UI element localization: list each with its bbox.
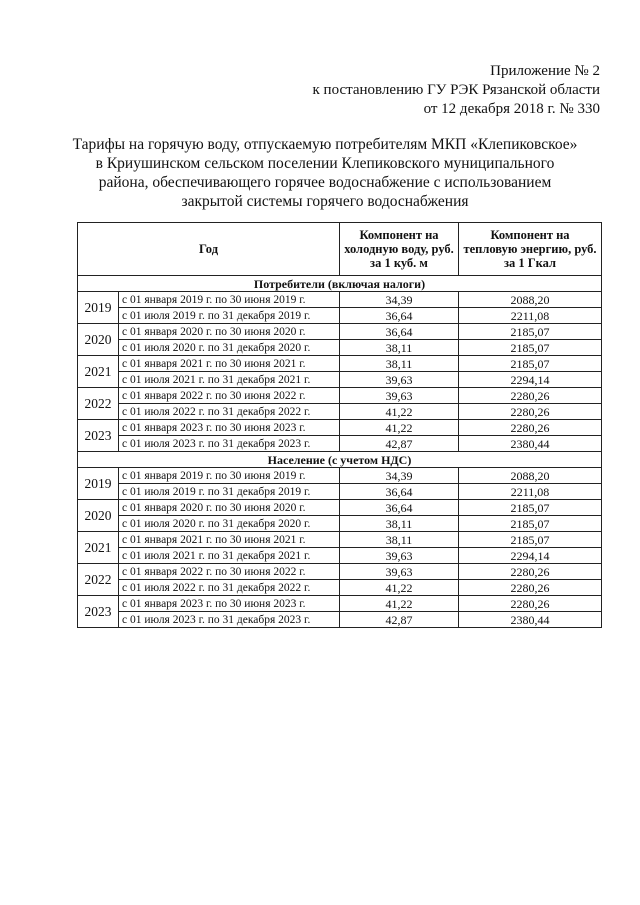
cold-water-cell: 36,64	[340, 324, 459, 340]
heat-energy-cell: 2294,14	[459, 548, 602, 564]
table-row	[78, 580, 602, 596]
table-row	[78, 420, 602, 436]
section-title: Население (с учетом НДС)	[78, 452, 602, 468]
cold-water-cell: 38,11	[340, 532, 459, 548]
heat-energy-cell: 2280,26	[459, 580, 602, 596]
appendix-date: от 12 декабря 2018 г. № 330	[423, 101, 600, 117]
title-line: района, обеспечивающего горячее водоснабжение с использованием	[98, 174, 552, 191]
heat-energy-cell: 2185,07	[459, 532, 602, 548]
period-cell: с 01 января 2021 г. по 30 июня 2021 г.	[119, 532, 340, 548]
heat-energy-cell: 2380,44	[459, 436, 602, 452]
cold-water-cell: 39,63	[340, 548, 459, 564]
period-cell: с 01 января 2019 г. по 30 июня 2019 г.	[119, 292, 340, 308]
cold-water-cell: 39,63	[340, 372, 459, 388]
cold-water-cell: 36,64	[340, 484, 459, 500]
period-cell: с 01 января 2022 г. по 30 июня 2022 г.	[119, 388, 340, 404]
table-row	[78, 532, 602, 548]
cold-water-cell: 34,39	[340, 292, 459, 308]
document-title	[70, 135, 580, 211]
cold-water-cell: 41,22	[340, 580, 459, 596]
table-row	[78, 308, 602, 324]
heat-energy-cell: 2280,26	[459, 388, 602, 404]
table-row	[78, 484, 602, 500]
year-cell: 2021	[78, 532, 119, 564]
table-row	[78, 388, 602, 404]
heat-energy-cell: 2185,07	[459, 500, 602, 516]
year-cell: 2020	[78, 324, 119, 356]
section-title: Потребители (включая налоги)	[78, 276, 602, 292]
table-row	[78, 404, 602, 420]
appendix-header	[313, 62, 600, 119]
cold-water-cell: 34,39	[340, 468, 459, 484]
cold-water-cell: 38,11	[340, 340, 459, 356]
period-cell: с 01 июля 2021 г. по 31 декабря 2021 г.	[119, 548, 340, 564]
period-cell: с 01 июля 2021 г. по 31 декабря 2021 г.	[119, 372, 340, 388]
heat-energy-cell: 2280,26	[459, 564, 602, 580]
heat-energy-cell: 2088,20	[459, 468, 602, 484]
table-row	[78, 612, 602, 628]
cold-water-cell: 38,11	[340, 356, 459, 372]
heat-energy-cell: 2185,07	[459, 340, 602, 356]
period-cell: с 01 января 2019 г. по 30 июня 2019 г.	[119, 468, 340, 484]
year-cell: 2019	[78, 468, 119, 500]
year-cell: 2020	[78, 500, 119, 532]
table-row	[78, 596, 602, 612]
year-cell: 2019	[78, 292, 119, 324]
heat-energy-cell: 2280,26	[459, 420, 602, 436]
table-row	[78, 292, 602, 308]
tariff-table	[77, 222, 602, 628]
period-cell: с 01 июля 2023 г. по 31 декабря 2023 г.	[119, 436, 340, 452]
appendix-reference: к постановлению ГУ РЭК Рязанской области	[312, 82, 600, 98]
heat-energy-cell: 2280,26	[459, 404, 602, 420]
heat-energy-cell: 2280,26	[459, 596, 602, 612]
period-cell: с 01 июля 2020 г. по 31 декабря 2020 г.	[119, 340, 340, 356]
table-row	[78, 324, 602, 340]
cold-water-cell: 41,22	[340, 420, 459, 436]
table-row	[78, 468, 602, 484]
header-heat-energy: Компонент на тепловую энергию, руб. за 1 Гкал	[459, 223, 602, 276]
cold-water-cell: 36,64	[340, 308, 459, 324]
table-row	[78, 340, 602, 356]
title-line: в Криушинском сельском поселении Клепиковского муниципального	[95, 155, 555, 172]
heat-energy-cell: 2185,07	[459, 516, 602, 532]
section-header-row	[78, 452, 602, 468]
cold-water-cell: 39,63	[340, 564, 459, 580]
period-cell: с 01 января 2021 г. по 30 июня 2021 г.	[119, 356, 340, 372]
table-row	[78, 500, 602, 516]
title-line: закрытой системы горячего водоснабжения	[181, 193, 469, 210]
table-body	[78, 276, 602, 628]
section-header-row	[78, 276, 602, 292]
year-cell: 2023	[78, 596, 119, 628]
cold-water-cell: 36,64	[340, 500, 459, 516]
table-row	[78, 548, 602, 564]
table-row	[78, 372, 602, 388]
cold-water-cell: 39,63	[340, 388, 459, 404]
cold-water-cell: 42,87	[340, 612, 459, 628]
cold-water-cell: 42,87	[340, 436, 459, 452]
table-row	[78, 516, 602, 532]
year-cell: 2023	[78, 420, 119, 452]
table-row	[78, 564, 602, 580]
cold-water-cell: 41,22	[340, 596, 459, 612]
period-cell: с 01 июля 2023 г. по 31 декабря 2023 г.	[119, 612, 340, 628]
heat-energy-cell: 2088,20	[459, 292, 602, 308]
period-cell: с 01 января 2020 г. по 30 июня 2020 г.	[119, 324, 340, 340]
header-year: Год	[78, 223, 340, 276]
period-cell: с 01 января 2023 г. по 30 июня 2023 г.	[119, 420, 340, 436]
period-cell: с 01 июля 2019 г. по 31 декабря 2019 г.	[119, 484, 340, 500]
year-cell: 2022	[78, 564, 119, 596]
period-cell: с 01 июля 2020 г. по 31 декабря 2020 г.	[119, 516, 340, 532]
table-row	[78, 436, 602, 452]
heat-energy-cell: 2380,44	[459, 612, 602, 628]
period-cell: с 01 июля 2022 г. по 31 декабря 2022 г.	[119, 404, 340, 420]
heat-energy-cell: 2211,08	[459, 308, 602, 324]
header-cold-water: Компонент на холодную воду, руб. за 1 куб. м	[340, 223, 459, 276]
year-cell: 2021	[78, 356, 119, 388]
heat-energy-cell: 2294,14	[459, 372, 602, 388]
title-line: Тарифы на горячую воду, отпускаемую потребителям МКП «Клепиковское»	[72, 136, 578, 153]
period-cell: с 01 января 2022 г. по 30 июня 2022 г.	[119, 564, 340, 580]
period-cell: с 01 июля 2022 г. по 31 декабря 2022 г.	[119, 580, 340, 596]
period-cell: с 01 июля 2019 г. по 31 декабря 2019 г.	[119, 308, 340, 324]
cold-water-cell: 38,11	[340, 516, 459, 532]
heat-energy-cell: 2211,08	[459, 484, 602, 500]
appendix-number: Приложение № 2	[490, 63, 600, 79]
heat-energy-cell: 2185,07	[459, 356, 602, 372]
cold-water-cell: 41,22	[340, 404, 459, 420]
table-row	[78, 356, 602, 372]
year-cell: 2022	[78, 388, 119, 420]
table-header-row	[78, 223, 602, 276]
period-cell: с 01 января 2023 г. по 30 июня 2023 г.	[119, 596, 340, 612]
heat-energy-cell: 2185,07	[459, 324, 602, 340]
period-cell: с 01 января 2020 г. по 30 июня 2020 г.	[119, 500, 340, 516]
